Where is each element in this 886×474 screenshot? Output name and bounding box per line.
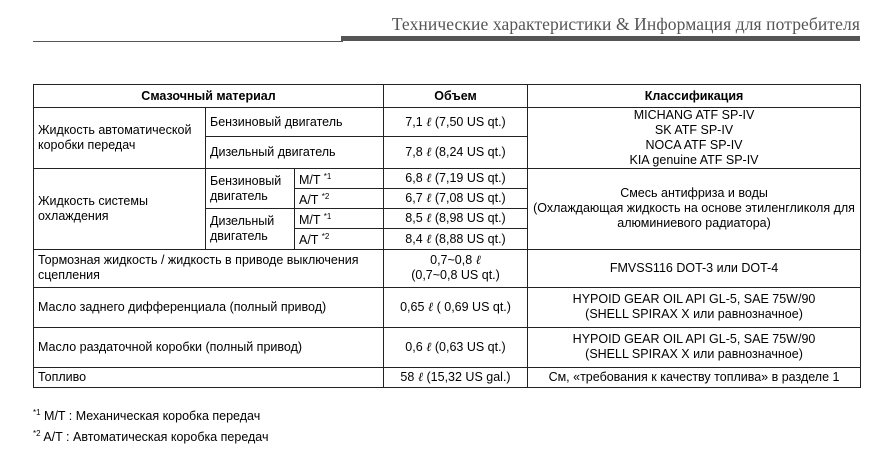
col-header-material: Смазочный материал [34,85,384,108]
transfer-volume: 0,6 ℓ (0,63 US qt.) [384,327,528,367]
transfer-name: Масло раздаточной коробки (полный привод) [34,327,384,367]
header-rule-thick [341,36,860,41]
atf-gasoline-label: Бензиновый двигатель [206,108,384,137]
footnotes [33,404,268,446]
table-row [34,367,861,387]
rear-diff-name: Масло заднего дифференциала (полный привод) [34,287,384,327]
atf-name: Жидкость автоматической коробки передач [34,108,206,169]
col-header-volume: Объем [384,85,528,108]
fuel-name: Топливо [34,367,384,387]
coolant-name: Жидкость системы охлаждения [34,169,206,250]
coolant-diesel-label: Дизельный двигатель [206,209,295,249]
fuel-volume: 58 ℓ (15,32 US gal.) [384,367,528,387]
atf-diesel-volume: 7,8 ℓ (8,24 US qt.) [384,137,528,169]
footnote-at: $^{*2}$ A/T : Автоматическая коробка передач [33,429,269,445]
page-header-title: Технические характеристики & Информация для потребителя [391,14,860,34]
transfer-classification: HYPOID GEAR OIL API GL-5, SAE 75W/90 (SHELL SPIRAX X или равнозначное) [528,327,861,367]
coolant-gasoline-at-label: A/T $^{*2}$ [295,189,384,209]
coolant-diesel-mt-volume: 8,5 ℓ (8,98 US qt.) [384,209,528,229]
table-row [34,169,861,189]
brake-name: Тормозная жидкость / жидкость в приводе выключения сцепления [34,249,384,287]
coolant-diesel-at-label: A/T $^{*2}$ [295,229,384,249]
coolant-gasoline-at-volume: 6,7 ℓ (7,08 US qt.) [384,189,528,209]
brake-volume: 0,7~0,8 ℓ (0,7~0,8 US qt.) [384,249,528,287]
coolant-classification: Смесь антифриза и воды (Охлаждающая жидкость на основе этиленгликоля для алюминиевого радиатора) [528,169,861,250]
table-row [34,108,861,137]
lubricant-spec-table [33,84,861,388]
coolant-diesel-at-volume: 8,4 ℓ (8,88 US qt.) [384,229,528,249]
coolant-gasoline-mt-label: M/T $^{*1}$ [295,169,384,189]
table-row [34,287,861,327]
coolant-diesel-mt-label: M/T $^{*1}$ [295,209,384,229]
table-row [34,327,861,367]
rear-diff-volume: 0,65 ℓ ( 0,69 US qt.) [384,287,528,327]
table-row [34,249,861,287]
coolant-gasoline-label: Бензиновый двигатель [206,169,295,209]
footnote-mt: $^{*1}$ M/T : Механическая коробка передач [33,408,261,424]
brake-classification: FMVSS116 DOT-3 или DOT-4 [528,249,861,287]
atf-gasoline-volume: 7,1 ℓ (7,50 US qt.) [384,108,528,137]
coolant-gasoline-mt-volume: 6,8 ℓ (7,19 US qt.) [384,169,528,189]
atf-classification: MICHANG ATF SP-IV SK ATF SP-IV NOCA ATF SP-IV KIA genuine ATF SP-IV [528,108,861,169]
table-header-row [34,85,861,108]
fuel-classification: См, «требования к качеству топлива» в разделе 1 [528,367,861,387]
header-rule-thin [33,41,343,42]
rear-diff-classification: HYPOID GEAR OIL API GL-5, SAE 75W/90 (SHELL SPIRAX X или равнозначное) [528,287,861,327]
col-header-classification: Классификация [528,85,861,108]
atf-diesel-label: Дизельный двигатель [206,137,384,169]
